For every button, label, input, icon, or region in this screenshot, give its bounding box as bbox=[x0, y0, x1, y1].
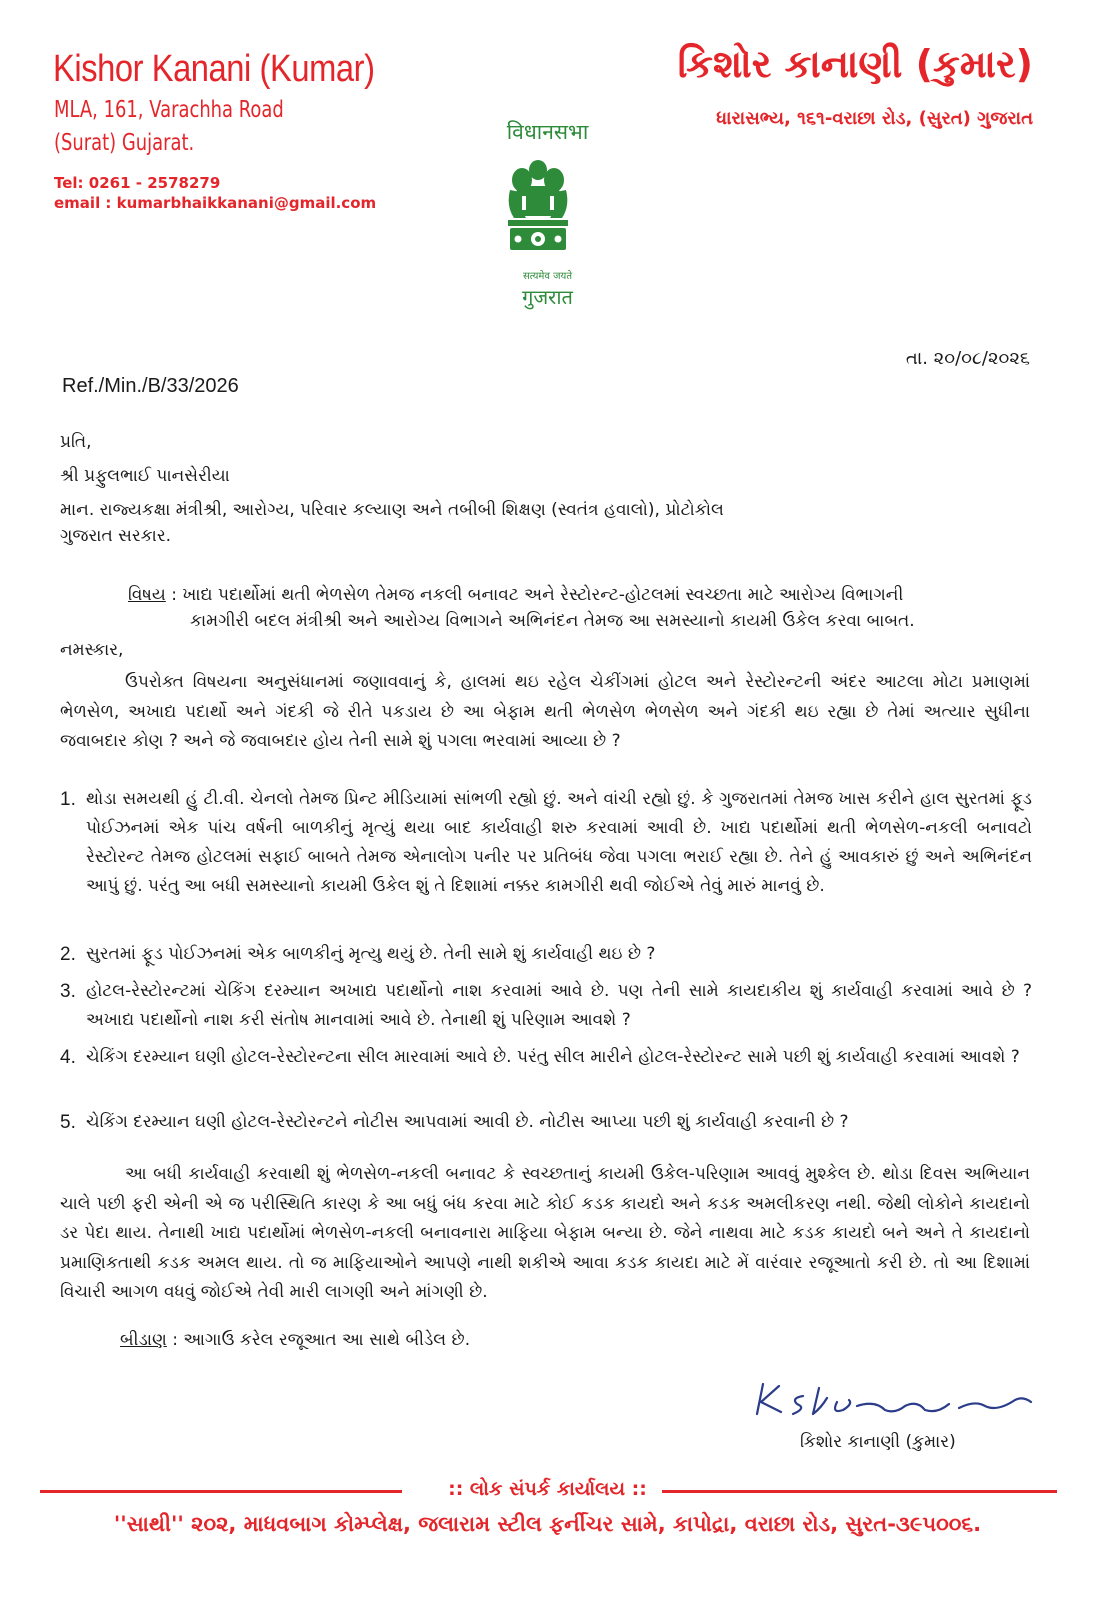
list-item-number: 3. bbox=[60, 981, 76, 1002]
enclosure-label: બીડાણ bbox=[120, 1330, 167, 1350]
recipient-name: શ્રી પ્રફુલભાઈ પાનસેરીયા bbox=[60, 466, 230, 486]
enclosure-text: : આગાઉ કરેલ રજૂઆત આ સાથે બીડેલ છે. bbox=[166, 1330, 471, 1350]
letterhead-designation-english-line1: MLA, 161, Varachha Road bbox=[54, 97, 284, 123]
subject-text-line1: : ખાદ્ય પદાર્થોમાં થતી ભેળસેળ તેમજ નકલી બનાવટ અને રેસ્ટોરન્ટ-હોટલમાં સ્વચ્છતા માટે આરોગ્ય વિભાગની bbox=[165, 585, 904, 605]
list-item-text: ચેકિંગ દરમ્યાન ઘણી હોટલ-રેસ્ટોરન્ટને નોટીસ આપવામાં આવી છે. નોટીસ આપ્યા પછી શું કાર્યવાહી કરવાની છે ? bbox=[86, 1112, 849, 1132]
national-emblem-icon bbox=[500, 156, 576, 262]
recipient-salutation: પ્રતિ, bbox=[60, 432, 92, 452]
subject-label: વિષય bbox=[128, 585, 166, 605]
list-item-text: હોટલ-રેસ્ટોરન્ટમાં ચેકિંગ દરમ્યાન અખાદ્ય પદાર્થોનો નાશ કરવામાં આવે છે. પણ તેની સામે કાયદાકીય શું કાર્યવાહી કરવામાં આવે છે ? અખાદ્ય પદાર્થોનો નાશ કરી સંતોષ માનવામાં આવે છે. તેનાથી શું પરિણામ આવશે ? bbox=[86, 981, 1032, 1030]
letterhead-designation-gujarati: ધારાસભ્ય, ૧૬૧-વરાછા રોડ, (સુરત) ગુજરાત bbox=[716, 108, 1033, 129]
footer-office-title: :: લોક સંપર્ક કાર્યાલય :: bbox=[448, 1478, 647, 1500]
emblem-motto: सत्यमेव जयते bbox=[522, 271, 573, 282]
reference-number: Ref./Min./B/33/2026 bbox=[62, 375, 239, 397]
letterhead-telephone: Tel: 0261 - 2578279 bbox=[54, 174, 221, 192]
list-item-text: ચેકિંગ દરમ્યાન ઘણી હોટલ-રેસ્ટોરન્ટના સીલ મારવામાં આવે છે. પરંતુ સીલ મારીને હોટલ-રેસ્ટોરન્ટ સામે પછી શું કાર્યવાહી કરવામાં આવશે ? bbox=[86, 1047, 1020, 1067]
list-item-number: 4. bbox=[60, 1047, 76, 1068]
subject-text-line2: કામગીરી બદલ મંત્રીશ્રી અને આરોગ્ય વિભાગને અભિનંદન તેમજ આ સમસ્યાનો કાયમી ઉકેલ કરવા બાબત. bbox=[190, 611, 915, 631]
letterhead-name-gujarati: કિશોર કાનાણી (કુમાર) bbox=[677, 42, 1033, 86]
subject-line bbox=[128, 580, 1033, 611]
list-item-number: 2. bbox=[60, 944, 76, 965]
enclosure-line bbox=[120, 1330, 470, 1350]
recipient-designation: માન. રાજ્યકક્ષા મંત્રીશ્રી, આરોગ્ય, પરિવાર કલ્યાણ અને તબીબી શિક્ષણ (સ્વતંત્ર હવાલો), પ્રોટોકોલ bbox=[60, 500, 724, 520]
greeting: નમસ્કાર, bbox=[60, 640, 124, 660]
state-label: गुजरात bbox=[522, 285, 573, 309]
footer-office-address: ''સાથી'' ૨૦૨, માધવબાગ કોમ્પ્લેક્ષ, જલારામ સ્ટીલ ફર્નીચર સામે, કાપોદ્રા, વરાછા રોડ, સુરત-૩૯૫૦૦૬. bbox=[113, 1512, 982, 1536]
assembly-label: विधानसभा bbox=[506, 120, 589, 144]
list-item bbox=[60, 940, 1032, 969]
list-item-number: 5. bbox=[60, 1112, 76, 1133]
intro-paragraph: ઉપરોક્ત વિષયના અનુસંધાનમાં જણાવવાનું કે, હાલમાં થઇ રહેલ ચેકીંગમાં હોટલ અને રેસ્ટોરન્ટની અંદર આટલા મોટા પ્રમાણમાં ભેળસેળ, અખાદ્ય પદાર્થો અને ગંદકી જે રીતે પકડાય છે આ બેફામ થતી ભેળસેળ ભેળસેળ અને ગંદકી થઇ રહ્યા છે તેમાં અત્યાર સુધીના જવાબદાર કોણ ? અને જે જવાબદાર હોય તેની સામે શું પગલા ભરવામાં આવ્યા છે ? bbox=[60, 672, 1030, 751]
list-item-number: 1. bbox=[60, 789, 76, 810]
recipient-government: ગુજરાત સરકાર. bbox=[60, 526, 172, 546]
signer-name: કિશોર કાનાણી (કુમાર) bbox=[800, 1432, 956, 1452]
list-item bbox=[60, 977, 1032, 1035]
closing-paragraph: આ બધી કાર્યવાહી કરવાથી શું ભેળસેળ-નકલી બનાવટ કે સ્વચ્છતાનું કાયમી ઉકેલ-પરિણામ આવવું મુશ્કેલ છે. થોડા દિવસ અભિયાન ચાલે પછી ફરી એની એ જ પરીસ્થિતિ કારણ કે આ બધું બંધ કરવા માટે કોઈ કડક કાયદો અને કડક અમલીકરણ નથી. જેથી લોકોને કાયદાનો ડર પેદા થાય. તેનાથી ખાદ્ય પદાર્થોમાં ભેળસેળ-નકલી બનાવનારા માફિયા બેફામ બન્યા છે. જેને નાથવા માટે કડક કાયદો બને અને તે કાયદાનો પ્રમાણિકતાથી કડક અમલ થાય. તો જ માફિયાઓને આપણે નાથી શકીએ આવા કડક કાયદા માટે મેં વારંવાર રજૂઆતો કરી છે. તો આ દિશામાં વિચારી આગળ વધવું જોઈએ તેવી મારી લાગણી અને માંગણી છે. bbox=[60, 1164, 1030, 1302]
list-item-text: સુરતમાં ફૂડ પોઈઝનમાં એક બાળકીનું મૃત્યુ થયું છે. તેની સામે શું કાર્યવાહી થઇ છે ? bbox=[86, 944, 656, 964]
letter-date: તા. ૨૦/૦૮/૨૦૨૬ bbox=[905, 348, 1030, 369]
list-item-text: થોડા સમયથી હું ટી.વી. ચેનલો તેમજ પ્રિન્ટ મીડિયામાં સાંભળી રહ્યો છું. અને વાંચી રહ્યો છું. કે ગુજરાતમાં તેમજ ખાસ કરીને હાલ સુરતમાં ફૂડ પોઈઝનમાં એક પાંચ વર્ષની બાળકીનું મૃત્યું થયા બાદ કાર્યવાહી શરુ કરવામાં આવી છે. ખાદ્ય પદાર્થોમાં થતી ભેળસેળ-નકલી બનાવટો રેસ્ટોરન્ટ તેમજ હોટલમાં સફાઈ બાબતે તેમજ એનાલોગ પનીર પર પ્રતિબંધ જેવા પગલા ભરાઈ રહ્યા છે. તેને હું આવકારું છું અને અભિનંદન આપું છું. પરંતુ આ બધી સમસ્યાનો કાયમી ઉકેલ શું તે દિશામાં નક્કર કામગીરી થવી જોઈએ તેવું મારું માનવું છે. bbox=[86, 789, 1032, 896]
handwritten-signature bbox=[745, 1370, 1035, 1430]
list-item bbox=[60, 1043, 1032, 1072]
letterhead-email: email : kumarbhaikkanani@gmail.com bbox=[54, 194, 377, 212]
list-item bbox=[60, 1108, 1032, 1137]
list-item bbox=[60, 785, 1032, 901]
letterhead-name-english: Kishor Kanani (Kumar) bbox=[53, 48, 375, 90]
letterhead-designation-english-line2: (Surat) Gujarat. bbox=[54, 130, 195, 156]
